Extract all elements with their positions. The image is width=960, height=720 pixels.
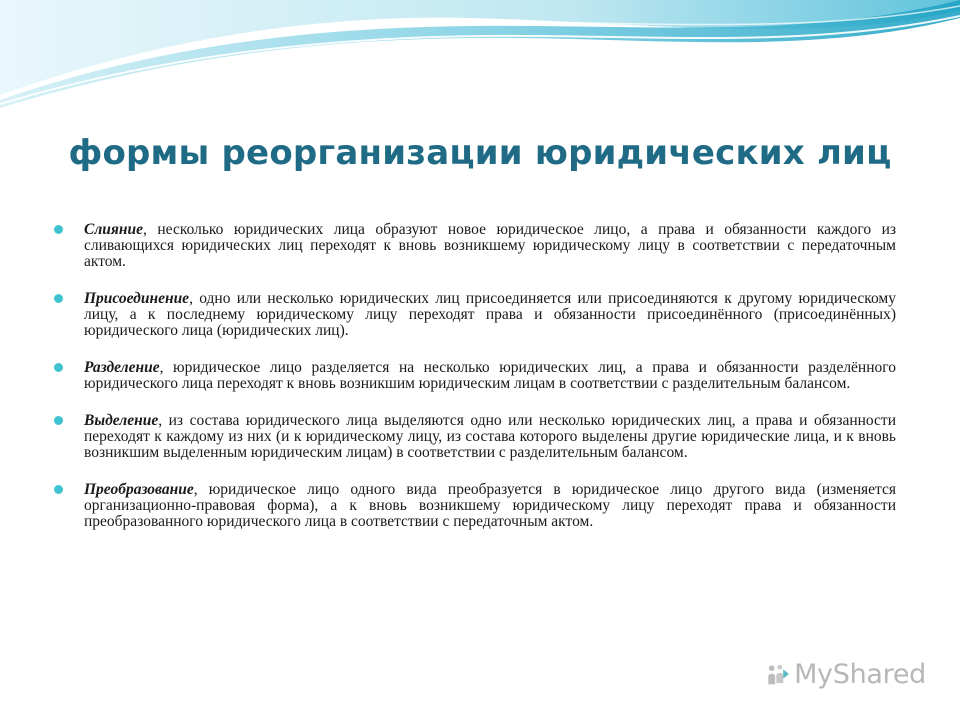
term-label: Слияние (84, 221, 144, 238)
bullet-icon (54, 485, 63, 494)
myshared-watermark (766, 652, 926, 696)
term-label: Преобразование (84, 481, 194, 498)
term-definition: , юридическое лицо разделяется на несколько юридических лиц, а права и обязанности разделённого юридического лица переходят к вновь возникшим юридическим лицам в соответствии с разделительным балансом. (84, 359, 896, 392)
term-label: Присоединение (84, 290, 190, 307)
bullet-list (54, 222, 896, 551)
list-item-merger (54, 222, 896, 270)
bullet-icon (54, 416, 63, 425)
slide-title: формы реорганизации юридических лиц (68, 133, 892, 173)
watermark-text: MyShared (794, 658, 926, 690)
header-wave-decoration (0, 0, 960, 115)
bullet-icon (54, 294, 63, 303)
term-definition: , юридическое лицо одного вида преобразуется в юридическое лицо другого вида (изменяется организационно-правовая форма), а к вновь возникшему юридическому лицу переходят права и обязанности преобразованного юридического лица в соответствии с передаточным актом. (84, 481, 896, 530)
term-label: Выделение (84, 412, 159, 429)
bullet-icon (54, 363, 63, 372)
bullet-icon (54, 225, 63, 234)
term-definition: , одно или несколько юридических лиц присоединяется или присоединяются к другому юридическому лицу, а к последнему юридическому лицу переходят права и обязанности присоединённого (присоединённых) юридического лица (юридических лиц). (84, 290, 896, 339)
term-definition: , из состава юридического лица выделяются одно или несколько юридических лиц, а права и обязанности переходят к каждому из них (и к юридическому лицу, из состава которого выделены другие юридические лица, и к вновь возникшим выделенным юридическим лицам) в соответствии с разделительным балансом. (84, 412, 896, 461)
term-label: Разделение (84, 359, 160, 376)
list-item-transformation (54, 482, 896, 530)
list-item-division (54, 360, 896, 392)
myshared-logo-icon (766, 654, 790, 694)
term-definition: , несколько юридических лица образуют новое юридическое лицо, а права и обязанности каждого из сливающихся юридических лиц переходят к вновь возникшему юридическому лицу в соответствии с передаточным актом. (84, 221, 896, 270)
list-item-accession (54, 291, 896, 339)
list-item-separation (54, 413, 896, 461)
